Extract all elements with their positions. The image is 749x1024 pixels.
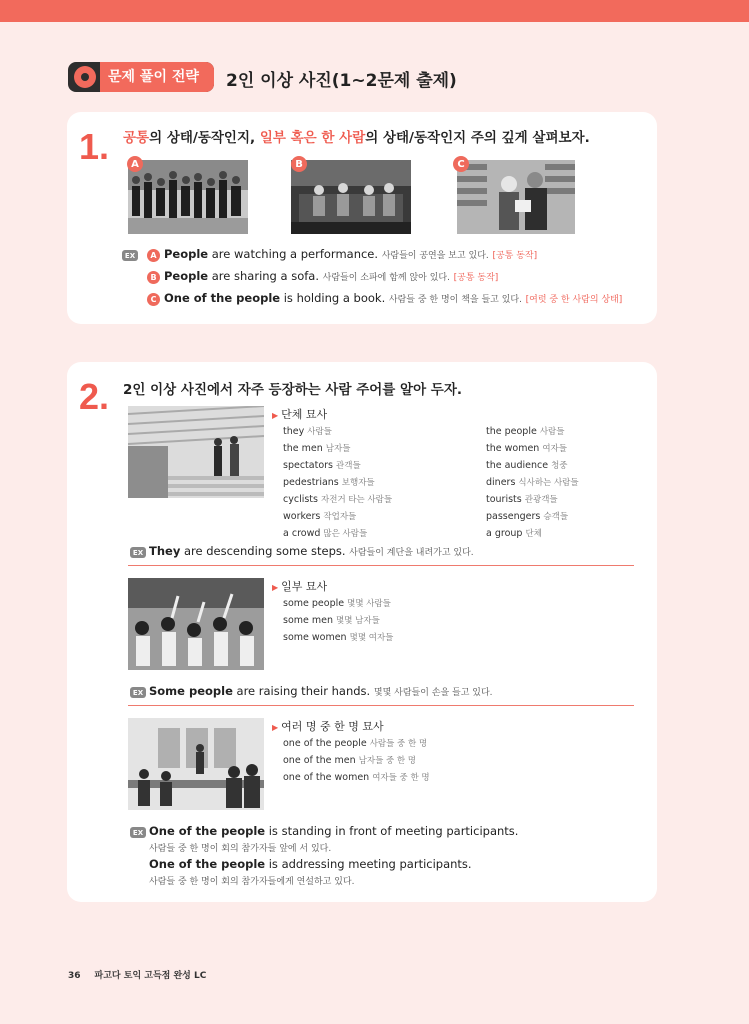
vocab-item: the men 남자들 xyxy=(283,443,351,454)
example-sentence: One of the people is holding a book. 사람들 중 한 명이 책을 들고 있다. [여럿 중 한 사람의 상태] xyxy=(164,291,623,305)
photo-raising-hands xyxy=(128,578,264,670)
group-heading: ▶ 일부 묘사 xyxy=(272,580,328,593)
strategy-badge xyxy=(68,62,214,92)
ex-tag: EX xyxy=(122,250,138,261)
vocab-item: some women 몇몇 여자들 xyxy=(283,632,394,643)
photo-label-c: C xyxy=(453,156,469,172)
ex-tag: EX xyxy=(130,687,146,698)
example-sentence: People are sharing a sofa. 사람들이 소파에 함께 앉아 있다. [공통 동작] xyxy=(164,269,499,283)
section-number: 1. xyxy=(79,126,110,167)
photo-meeting xyxy=(128,718,264,810)
example-sentence: They are descending some steps. 사람들이 계단을 내려가고 있다. xyxy=(149,544,474,558)
example-mark-b: B xyxy=(147,271,160,284)
page-footer xyxy=(68,968,206,981)
section-title: 공통의 상태/동작인지, 일부 혹은 한 사람의 상태/동작인지 주의 깊게 살펴보자. xyxy=(123,130,590,146)
divider xyxy=(128,565,634,566)
example-sentence: One of the people is standing in front of meeting participants. xyxy=(149,824,519,838)
vocab-item: pedestrians 보행자들 xyxy=(283,477,375,488)
ex-tag: EX xyxy=(130,827,146,838)
triangle-icon: ▶ xyxy=(272,583,279,592)
example-sentence: People are watching a performance. 사람들이 공연을 보고 있다. [공통 동작] xyxy=(164,247,538,261)
ex-tag: EX xyxy=(130,547,146,558)
section-2-card xyxy=(67,362,657,902)
page-title: 2인 이상 사진(1~2문제 출제) xyxy=(226,71,457,91)
photo-sofa xyxy=(291,160,411,234)
vocab-item: some people 몇몇 사람들 xyxy=(283,598,391,609)
vocab-item: some men 몇몇 남자들 xyxy=(283,615,380,626)
page-number: 36 xyxy=(68,971,81,981)
vocab-item: one of the women 여자들 중 한 명 xyxy=(283,772,430,783)
vocab-item: diners 식사하는 사람들 xyxy=(486,477,579,488)
vocab-item: workers 작업자들 xyxy=(283,511,357,522)
group-heading: ▶ 단체 묘사 xyxy=(272,408,328,421)
group-heading: ▶ 여러 명 중 한 명 묘사 xyxy=(272,720,384,733)
vocab-item: one of the men 남자들 중 한 명 xyxy=(283,755,417,766)
vocab-item: one of the people 사람들 중 한 명 xyxy=(283,738,428,749)
badge-label: 문제 풀이 전략 xyxy=(100,62,214,92)
photo-performance xyxy=(128,160,248,234)
photo-bookstore xyxy=(457,160,575,234)
section-title: 2인 이상 사진에서 자주 등장하는 사람 주어를 알아 두자. xyxy=(123,382,463,398)
vocab-item: the people 사람들 xyxy=(486,426,565,437)
divider xyxy=(128,705,634,706)
example-mark-c: C xyxy=(147,293,160,306)
section-1-card xyxy=(67,112,657,324)
example-translation: 사람들 중 한 명이 회의 참가자들에게 연설하고 있다. xyxy=(149,877,355,887)
book-title: 파고다 토익 고득점 완성 LC xyxy=(94,971,207,981)
vocab-item: a crowd 많은 사람들 xyxy=(283,528,368,539)
top-color-bar xyxy=(0,0,749,22)
example-sentence: One of the people is addressing meeting participants. xyxy=(149,857,472,871)
gear-icon xyxy=(74,66,96,88)
photo-stairs xyxy=(128,406,264,498)
triangle-icon: ▶ xyxy=(272,411,279,420)
vocab-item: tourists 관광객들 xyxy=(486,494,558,505)
vocab-item: cyclists 자전거 타는 사람들 xyxy=(283,494,393,505)
example-mark-a: A xyxy=(147,249,160,262)
vocab-item: a group 단체 xyxy=(486,528,542,539)
vocab-item: they 사람들 xyxy=(283,426,332,437)
example-sentence: Some people are raising their hands. 몇몇 사람들이 손을 들고 있다. xyxy=(149,684,493,698)
vocab-item: the women 여자들 xyxy=(486,443,567,454)
vocab-item: passengers 승객들 xyxy=(486,511,569,522)
triangle-icon: ▶ xyxy=(272,723,279,732)
photo-label-a: A xyxy=(127,156,143,172)
vocab-item: the audience 청중 xyxy=(486,460,568,471)
example-translation: 사람들 중 한 명이 회의 참가자들 앞에 서 있다. xyxy=(149,844,332,854)
photo-label-b: B xyxy=(291,156,307,172)
section-number: 2. xyxy=(79,376,110,417)
vocab-item: spectators 관객들 xyxy=(283,460,361,471)
